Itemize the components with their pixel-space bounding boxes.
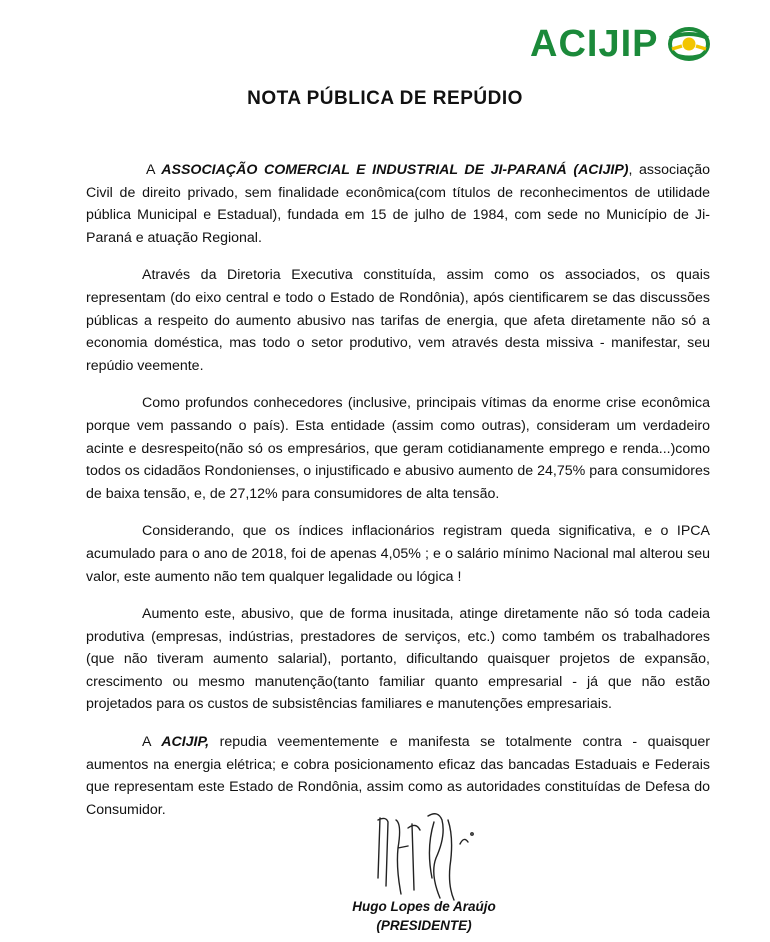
- paragraph-6: A ACIJIP, repudia veementemente e manifesta se totalmente contra - quaisquer aumentos na energia elétrica; e cobra posicionamento eficaz das bancadas Estaduais e Federais que representam este Estado de Rondônia, assim como as autoridades constituídas de Defesa do Consumidor.: [86, 734, 710, 818]
- paragraph-2: Através da Diretoria Executiva constituída, assim como os associados, os quais representam (do eixo central e todo o Estado de Rondônia), após cientificarem se das discussões públicas a respeito do aumento abusivo nas tarifas de energia, que afeta diretamente não só a economia doméstica, mas todo o setor produtivo, vem através desta missiva - manifestar, seu repúdio veemente.: [86, 267, 710, 374]
- paragraph-3: Como profundos conhecedores (inclusive, principais vítimas da enorme crise econômica porque vem passando o país). Esta entidade (assim como outras), consideram um verdadeiro acinte e desrespeito(não só os empresários, que geram cotidianamente emprego e renda...)como todos os cidadãos Rondonienses, o injustificado e abusivo aumento de 24,75% para consumidores de baixa tensão, e, de 27,12% para consumidores de alta tensão.: [86, 395, 710, 502]
- paragraph-4: Considerando, que os índices inflacionários registram queda significativa, e o IPCA acumulado para o ano de 2018, foi de apenas 4,05% ; e o salário mínimo Nacional mal alterou seu valor, este aumento não tem qualquer legalidade ou lógica !: [86, 523, 710, 585]
- acijip-logo: [530, 24, 714, 64]
- paragraph-intro: A ASSOCIAÇÃO COMERCIAL E INDUSTRIAL DE JI-PARANÁ (ACIJIP), associação Civil de direito privado, sem finalidade econômica(com títulos de reconhecimentos de utilidade pública Municipal e Estadual), fundada em 15 de julho de 1984, com sede no Município de Ji-Paraná e atuação Regional.: [86, 162, 710, 246]
- logo-text: ACIJIP: [530, 23, 659, 65]
- sun-emblem-icon: [664, 24, 714, 64]
- signatory-role: (PRESIDENTE): [376, 918, 472, 933]
- handwritten-signature: [368, 808, 488, 903]
- signatory-name: Hugo Lopes de Araújo: [352, 899, 496, 914]
- document-body: [86, 159, 710, 836]
- paragraph-5: Aumento este, abusivo, que de forma inusitada, atinge diretamente não só toda cadeia produtiva (empresas, indústrias, prestadores de serviços, etc.) como também os trabalhadores (que não tiveram aumento salarial), portanto, dificultando quaisquer projetos de expansão, crescimento ou mesmo manutenção(tanto familiar quanto empresarial - já que não estão projetados para os custos de subsistências familiares e manutenções empresariais.: [86, 606, 710, 713]
- page-title: NOTA PÚBLICA DE REPÚDIO: [247, 88, 523, 109]
